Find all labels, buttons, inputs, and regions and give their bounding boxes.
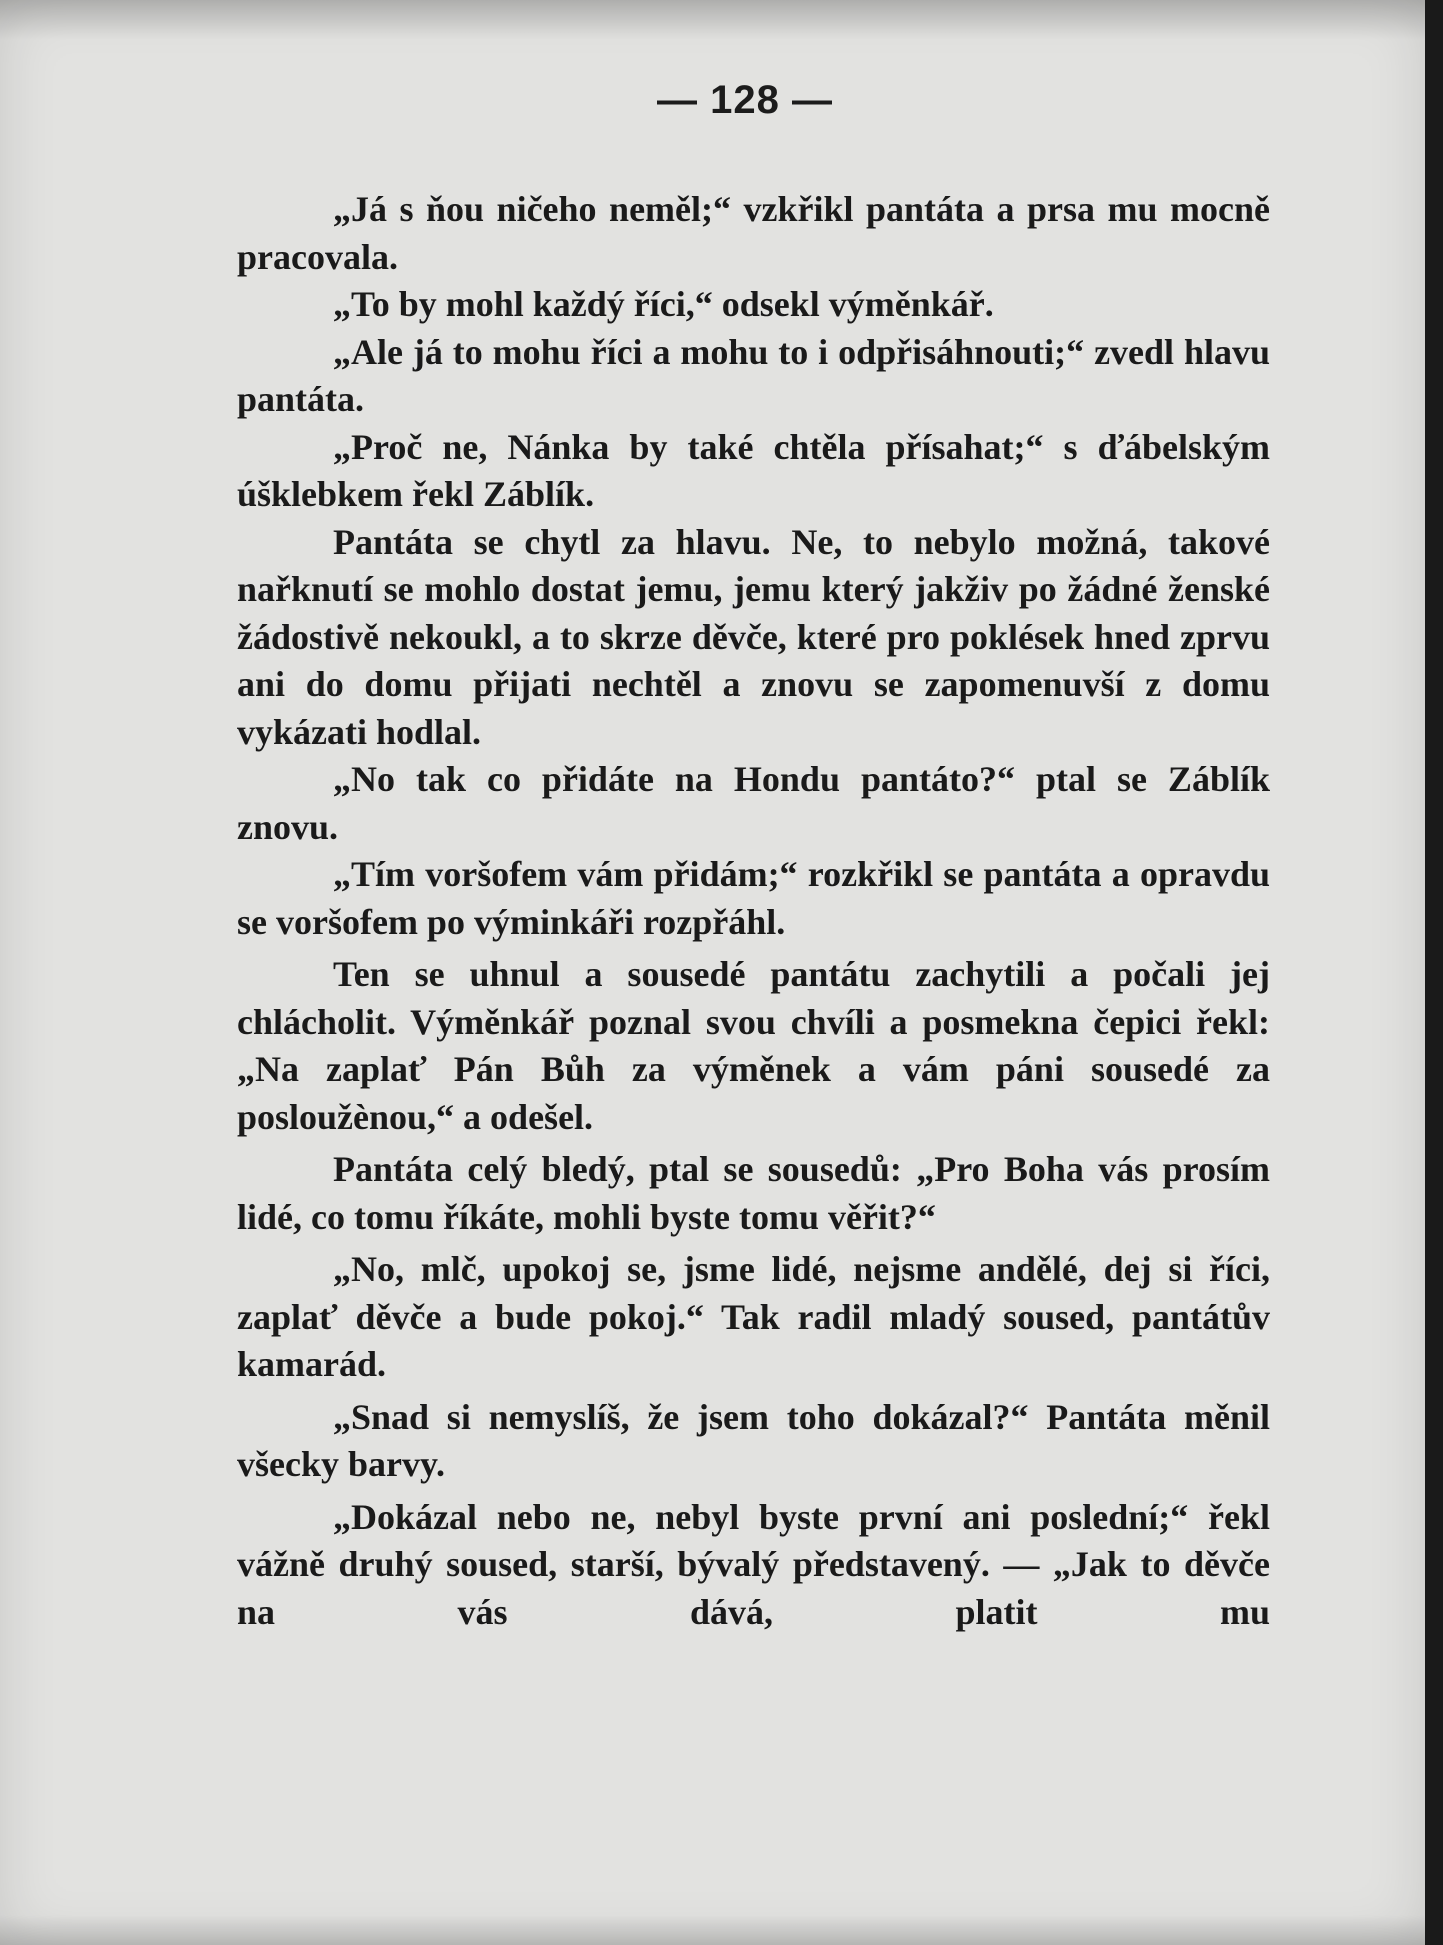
paragraph-7: „Tím voršofem vám přidám;“ rozkřikl se pantáta a opravdu se voršofem po výminkáři rozpřáhl.: [237, 854, 1270, 942]
paragraph-1: „Já s ňou ničeho neměl;“ vzkřikl pantáta a prsa mu mocně pracovala.: [237, 189, 1270, 277]
paragraph-9: Pantáta celý bledý, ptal se sousedů: „Pro Boha vás prosím lidé, co tomu říkáte, mohli byste tomu věřit?“: [237, 1149, 1270, 1237]
paragraph-6: „No tak co přidáte na Hondu pantáto?“ ptal se Záblík znovu.: [237, 759, 1270, 847]
page-body-text: [237, 186, 1270, 1636]
paragraph-4: „Proč ne, Nánka by také chtěla přísahat;“ s ďábelským úšklebkem řekl Záblík.: [237, 426, 1270, 514]
scan-right-border: [1425, 0, 1443, 1945]
paragraph-3: „Ale já to mohu říci a mohu to i odpřisáhnouti;“ zvedl hlavu pantáta.: [237, 331, 1270, 419]
paragraph-8: Ten se uhnul a sousedé pantátu zachytili a počali jej chlácholit. Výměnkář poznal svou chvíli a posmekna čepici řekl: „Na zaplať Pán Bůh za výměnek a vám páni sousedé za posloužènou,“ a odešel.: [237, 954, 1270, 1137]
paragraph-5: Pantáta se chytl za hlavu. Ne, to nebylo možná, takové nařknutí se mohlo dostat jemu, jemu který jakživ po žádné ženské žádostivě nekoukl, a to skrze děvče, které pro poklések hned zprvu ani do domu přijati nechtěl a znovu se zapomenuvší z domu vykázati hodlal.: [237, 521, 1270, 752]
paragraph-10: „No, mlč, upokoj se, jsme lidé, nejsme andělé, dej si říci, zaplať děvče a bude pokoj.“ Tak radil mladý soused, pantátův kamarád.: [237, 1249, 1270, 1384]
page-number: — 128 —: [657, 78, 833, 122]
page-top-shadow: [0, 0, 1425, 40]
page-bottom-shadow: [0, 1915, 1425, 1945]
paragraph-11: „Snad si nemyslíš, že jsem toho dokázal?“ Pantáta měnil všecky barvy.: [237, 1396, 1270, 1484]
paragraph-2: „To by mohl každý říci,“ odsekl výměnkář.: [333, 284, 994, 324]
paragraph-12: „Dokázal nebo ne, nebyl byste první ani poslední;“ řekl vážně druhý soused, starší, bývalý představený. — „Jak to děvče na vás dává, platit mu: [237, 1496, 1270, 1632]
